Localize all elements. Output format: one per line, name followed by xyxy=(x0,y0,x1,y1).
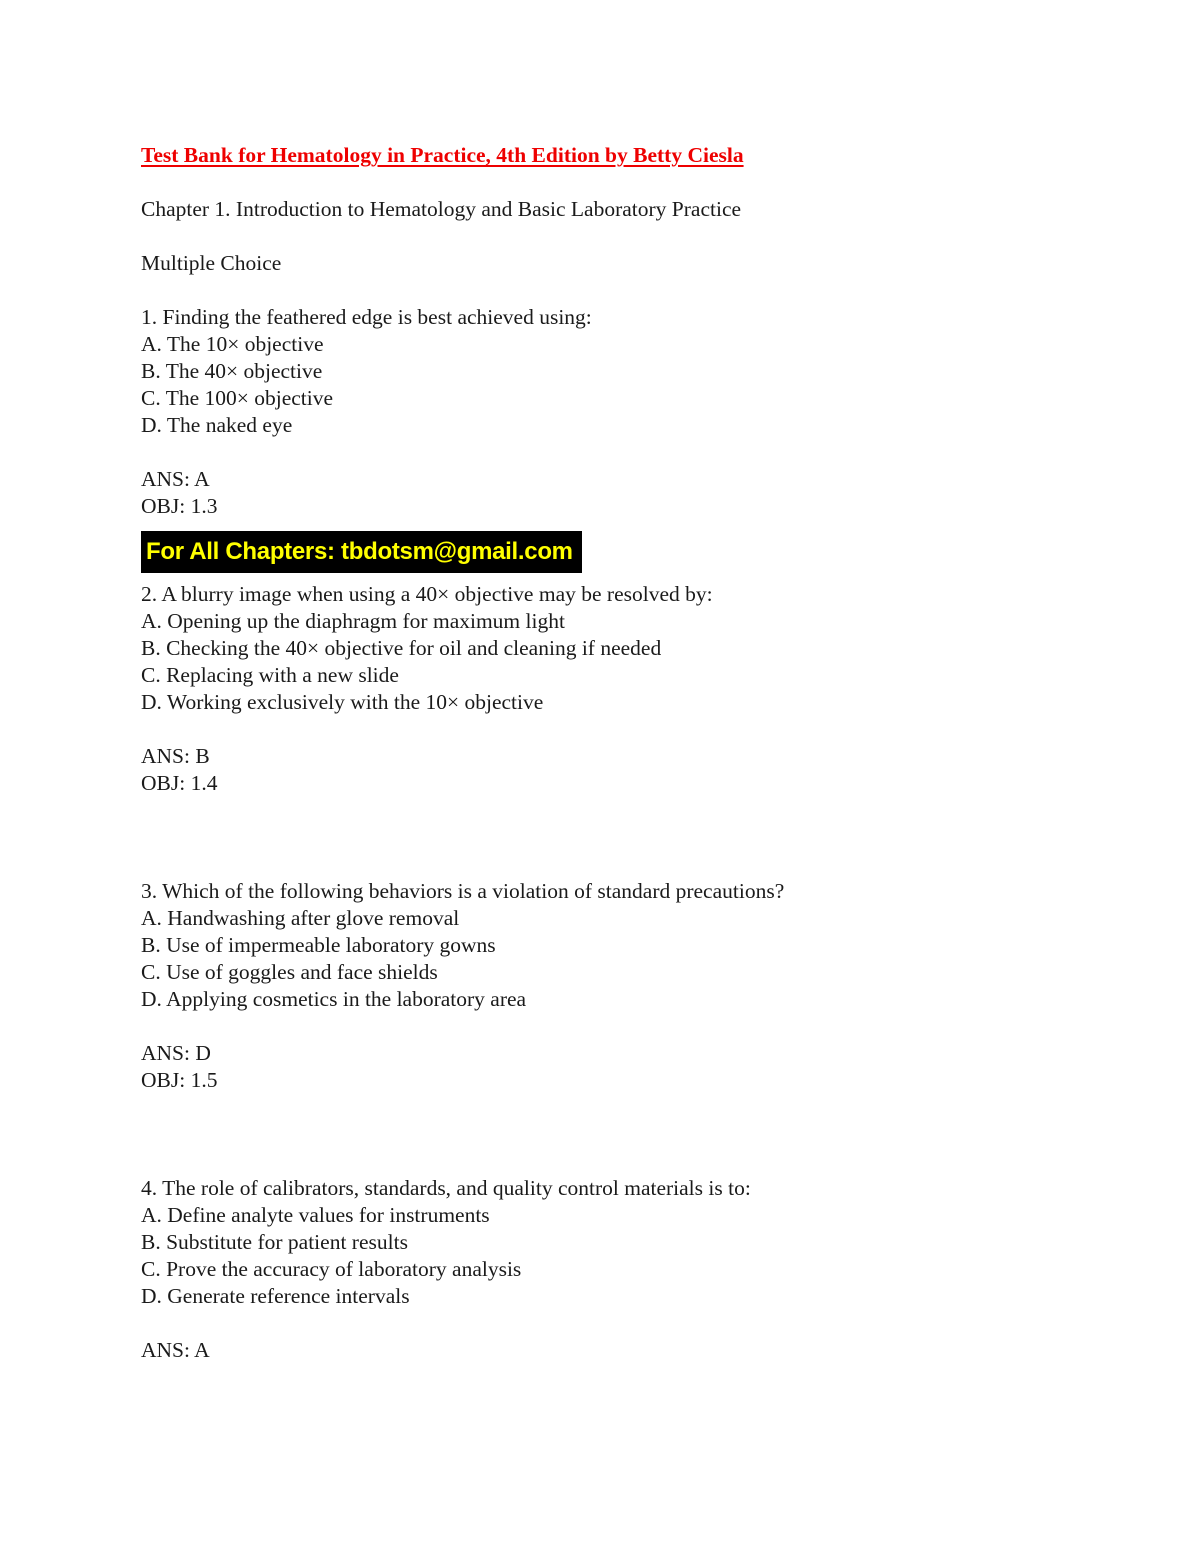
question-3 xyxy=(141,878,1081,1094)
option-c: C. Use of goggles and face shields xyxy=(141,960,438,984)
question-2 xyxy=(141,581,1081,797)
answer: ANS: B xyxy=(141,744,210,768)
option-b: B. The 40× objective xyxy=(141,359,323,383)
option-c: C. Replacing with a new slide xyxy=(141,663,399,687)
objective: OBJ: 1.4 xyxy=(141,771,218,795)
promo-banner: For All Chapters: tbdotsm@gmail.com xyxy=(141,531,582,573)
option-c: C. The 100× objective xyxy=(141,386,334,410)
question-4 xyxy=(141,1175,1081,1364)
objective: OBJ: 1.3 xyxy=(141,494,218,518)
objective: OBJ: 1.5 xyxy=(141,1068,218,1092)
chapter-heading: Chapter 1. Introduction to Hematology and Basic Laboratory Practice xyxy=(141,197,742,221)
option-d: D. The naked eye xyxy=(141,413,293,437)
document-body xyxy=(141,142,1081,1364)
question-stem: 1. Finding the feathered edge is best achieved using: xyxy=(141,305,592,329)
option-a: A. Handwashing after glove removal xyxy=(141,906,460,930)
option-b: B. Use of impermeable laboratory gowns xyxy=(141,933,496,957)
question-stem: 4. The role of calibrators, standards, and quality control materials is to: xyxy=(141,1176,751,1200)
option-d: D. Applying cosmetics in the laboratory area xyxy=(141,987,527,1011)
option-a: A. The 10× objective xyxy=(141,332,324,356)
answer: ANS: D xyxy=(141,1041,211,1065)
section-heading: Multiple Choice xyxy=(141,251,282,275)
option-d: D. Working exclusively with the 10× objective xyxy=(141,690,544,714)
answer: ANS: A xyxy=(141,467,210,491)
option-d: D. Generate reference intervals xyxy=(141,1284,410,1308)
document-title: Test Bank for Hematology in Practice, 4th Edition by Betty Ciesla xyxy=(141,143,744,167)
option-b: B. Checking the 40× objective for oil and cleaning if needed xyxy=(141,636,662,660)
option-c: C. Prove the accuracy of laboratory analysis xyxy=(141,1257,522,1281)
question-stem: 3. Which of the following behaviors is a violation of standard precautions? xyxy=(141,879,785,903)
question-stem: 2. A blurry image when using a 40× objective may be resolved by: xyxy=(141,582,713,606)
option-b: B. Substitute for patient results xyxy=(141,1230,408,1254)
question-1 xyxy=(141,304,1081,520)
option-a: A. Opening up the diaphragm for maximum light xyxy=(141,609,565,633)
option-a: A. Define analyte values for instruments xyxy=(141,1203,490,1227)
answer: ANS: A xyxy=(141,1338,210,1362)
